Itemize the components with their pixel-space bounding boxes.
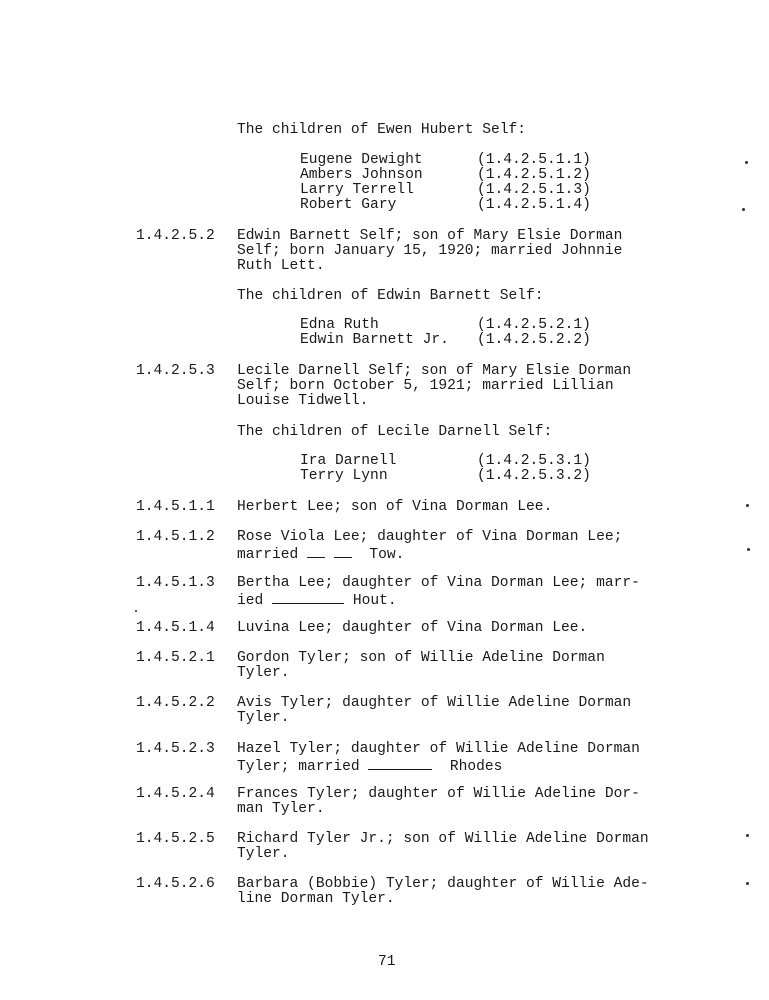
entry-number: 1.4.5.1.3 xyxy=(136,575,215,591)
page-number: 71 xyxy=(378,954,396,970)
scan-speck xyxy=(746,882,749,885)
entry-number: 1.4.5.2.4 xyxy=(136,786,215,802)
child-code: (1.4.2.5.2.1) xyxy=(477,317,591,333)
line-prefix: married xyxy=(237,547,299,563)
entry-number: 1.4.2.5.2 xyxy=(136,228,215,244)
scan-speck xyxy=(746,834,749,837)
line-suffix: Hout. xyxy=(352,593,397,609)
entry-line-with-blank xyxy=(237,591,397,609)
entry-number: 1.4.5.2.1 xyxy=(136,650,215,666)
entry-number: 1.4.5.2.6 xyxy=(136,876,215,892)
scan-speck xyxy=(135,610,137,612)
scan-speck xyxy=(745,161,748,164)
entry-line: Lecile Darnell Self; son of Mary Elsie Dorman xyxy=(237,363,632,379)
entry-line-with-blank xyxy=(237,757,502,775)
child-code: (1.4.2.5.1.2) xyxy=(477,167,591,183)
entry-number: 1.4.5.1.2 xyxy=(136,529,215,545)
entry-line: Tyler. xyxy=(237,846,290,862)
entry-number: 1.4.5.2.2 xyxy=(136,695,215,711)
scan-speck xyxy=(742,208,745,211)
scan-speck xyxy=(747,548,750,551)
entry-line: Herbert Lee; son of Vina Dorman Lee. xyxy=(237,499,553,515)
blank-line xyxy=(307,545,325,558)
child-name: Edwin Barnett Jr. xyxy=(300,332,449,348)
entry-line-with-blank xyxy=(237,545,404,563)
blank-line xyxy=(334,545,352,558)
child-name: Terry Lynn xyxy=(300,468,388,484)
entry-line: Avis Tyler; daughter of Willie Adeline Dorman xyxy=(237,695,632,711)
scan-speck xyxy=(746,504,749,507)
entry-line: Tyler. xyxy=(237,665,290,681)
entry-number: 1.4.5.2.5 xyxy=(136,831,215,847)
entry-number: 1.4.5.1.1 xyxy=(136,499,215,515)
entry-line: Rose Viola Lee; daughter of Vina Dorman Lee; xyxy=(237,529,623,545)
entry-line: Ruth Lett. xyxy=(237,258,325,274)
child-name: Eugene Dewight xyxy=(300,152,423,168)
entry-line: Hazel Tyler; daughter of Willie Adeline Dorman xyxy=(237,741,640,757)
section-heading: The children of Edwin Barnett Self: xyxy=(237,288,544,304)
child-name: Ira Darnell xyxy=(300,453,397,469)
child-code: (1.4.2.5.2.2) xyxy=(477,332,591,348)
entry-line: Tyler. xyxy=(237,710,290,726)
entry-number: 1.4.5.1.4 xyxy=(136,620,215,636)
child-name: Ambers Johnson xyxy=(300,167,423,183)
entry-line: line Dorman Tyler. xyxy=(237,891,395,907)
entry-line: Louise Tidwell. xyxy=(237,393,369,409)
child-name: Robert Gary xyxy=(300,197,397,213)
entry-line: man Tyler. xyxy=(237,801,325,817)
line-prefix: Tyler; married xyxy=(237,759,360,775)
child-name: Larry Terrell xyxy=(300,182,414,198)
entry-line: Self; born October 5, 1921; married Lillian xyxy=(237,378,614,394)
section-heading: The children of Ewen Hubert Self: xyxy=(237,122,527,138)
child-code: (1.4.2.5.3.1) xyxy=(477,453,591,469)
child-code: (1.4.2.5.3.2) xyxy=(477,468,591,484)
entry-line: Luvina Lee; daughter of Vina Dorman Lee. xyxy=(237,620,588,636)
child-code: (1.4.2.5.1.3) xyxy=(477,182,591,198)
entry-number: 1.4.2.5.3 xyxy=(136,363,215,379)
entry-line: Self; born January 15, 1920; married Johnnie xyxy=(237,243,623,259)
entry-line: Richard Tyler Jr.; son of Willie Adeline Dorman xyxy=(237,831,649,847)
blank-line xyxy=(272,591,344,604)
child-code: (1.4.2.5.1.1) xyxy=(477,152,591,168)
entry-number: 1.4.5.2.3 xyxy=(136,741,215,757)
section-heading: The children of Lecile Darnell Self: xyxy=(237,424,553,440)
line-suffix: Rhodes xyxy=(449,759,503,775)
entry-line: Bertha Lee; daughter of Vina Dorman Lee; marr- xyxy=(237,575,640,591)
child-name: Edna Ruth xyxy=(300,317,379,333)
entry-line: Edwin Barnett Self; son of Mary Elsie Dorman xyxy=(237,228,623,244)
line-suffix: Tow. xyxy=(369,547,405,563)
blank-line xyxy=(368,757,432,770)
child-code: (1.4.2.5.1.4) xyxy=(477,197,591,213)
line-prefix: ied xyxy=(237,593,264,609)
entry-line: Frances Tyler; daughter of Willie Adeline Dor- xyxy=(237,786,640,802)
entry-line: Gordon Tyler; son of Willie Adeline Dorman xyxy=(237,650,605,666)
entry-line: Barbara (Bobbie) Tyler; daughter of Willie Ade- xyxy=(237,876,649,892)
